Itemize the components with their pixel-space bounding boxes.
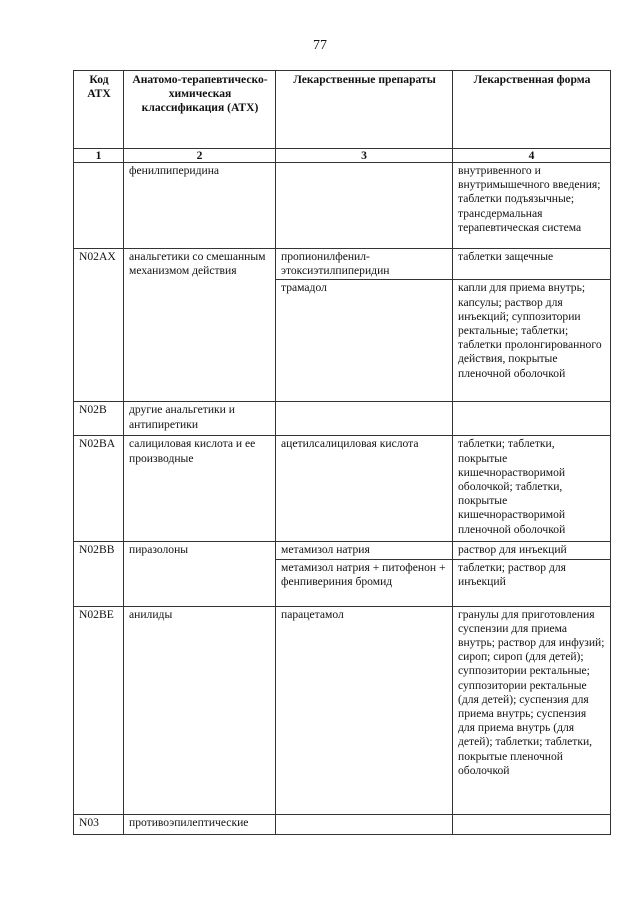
- form-cell: капли для приема внутрь; капсулы; раствор для инъекций; суппозитории ректальные; таблетки; таблетки пролонгированного действия, покрытые пленочной оболочкой: [453, 280, 611, 402]
- classification-cell: пиразолоны: [124, 542, 276, 606]
- form-cell: [453, 814, 611, 834]
- table-row: [74, 606, 611, 814]
- header-classification: Анатомо-терапевтическо-химическая классификация (АТХ): [124, 71, 276, 149]
- drug-cell: метамизол натрия + питофенон + фенпивериния бромид: [276, 559, 453, 606]
- table-header-row: [74, 71, 611, 149]
- classification-cell: салициловая кислота и ее производные: [124, 436, 276, 542]
- form-cell: раствор для инъекций: [453, 542, 611, 559]
- column-number: 4: [453, 149, 611, 163]
- classification-cell: анальгетики со смешанным механизмом действия: [124, 249, 276, 402]
- column-number: 3: [276, 149, 453, 163]
- classification-cell: противоэпилептические: [124, 814, 276, 834]
- code-cell: [74, 163, 124, 249]
- header-form: Лекарственная форма: [453, 71, 611, 149]
- code-cell: N02BA: [74, 436, 124, 542]
- code-cell: N02BB: [74, 542, 124, 606]
- drug-cell: метамизол натрия: [276, 542, 453, 559]
- column-number-row: [74, 149, 611, 163]
- form-cell: [453, 402, 611, 436]
- page-number: 77: [313, 38, 327, 53]
- form-cell: внутривенного и внутримышечного введения; таблетки подъязычные; трансдермальная терапевтическая система: [453, 163, 611, 249]
- form-cell: таблетки; раствор для инъекций: [453, 559, 611, 606]
- form-cell: таблетки защечные: [453, 249, 611, 280]
- classification-cell: другие анальгетики и антипиретики: [124, 402, 276, 436]
- column-number: 1: [74, 149, 124, 163]
- header-drugs: Лекарственные препараты: [276, 71, 453, 149]
- column-number: 2: [124, 149, 276, 163]
- code-cell: N02AX: [74, 249, 124, 402]
- form-cell: таблетки; таблетки, покрытые кишечнорастворимой оболочкой; таблетки, покрытые кишечнорастворимой пленочной оболочкой: [453, 436, 611, 542]
- table-row: [74, 163, 611, 249]
- table-row: [74, 814, 611, 834]
- drug-cell: [276, 814, 453, 834]
- form-cell: гранулы для приготовления суспензии для приема внутрь; раствор для инфузий; сироп; сироп (для детей); суппозитории ректальные; суппозитории ректальные (для детей); суспензия для приема внутрь; суспензия для приема внутрь (для детей); таблетки; таблетки, покрытые пленочной оболочкой: [453, 606, 611, 814]
- code-cell: N02BE: [74, 606, 124, 814]
- drug-cell: пропионилфенил-этоксиэтилпиперидин: [276, 249, 453, 280]
- atx-drug-table: [73, 70, 611, 835]
- drug-cell: трамадол: [276, 280, 453, 402]
- classification-cell: анилиды: [124, 606, 276, 814]
- drug-cell: [276, 402, 453, 436]
- code-cell: N02B: [74, 402, 124, 436]
- classification-cell: фенилпиперидина: [124, 163, 276, 249]
- drug-cell: парацетамол: [276, 606, 453, 814]
- drug-cell: [276, 163, 453, 249]
- code-cell: N03: [74, 814, 124, 834]
- table-row: [74, 402, 611, 436]
- drug-cell: ацетилсалициловая кислота: [276, 436, 453, 542]
- table-row: [74, 436, 611, 542]
- table-row: [74, 542, 611, 559]
- header-code: Код АТХ: [74, 71, 124, 149]
- table-row: [74, 249, 611, 280]
